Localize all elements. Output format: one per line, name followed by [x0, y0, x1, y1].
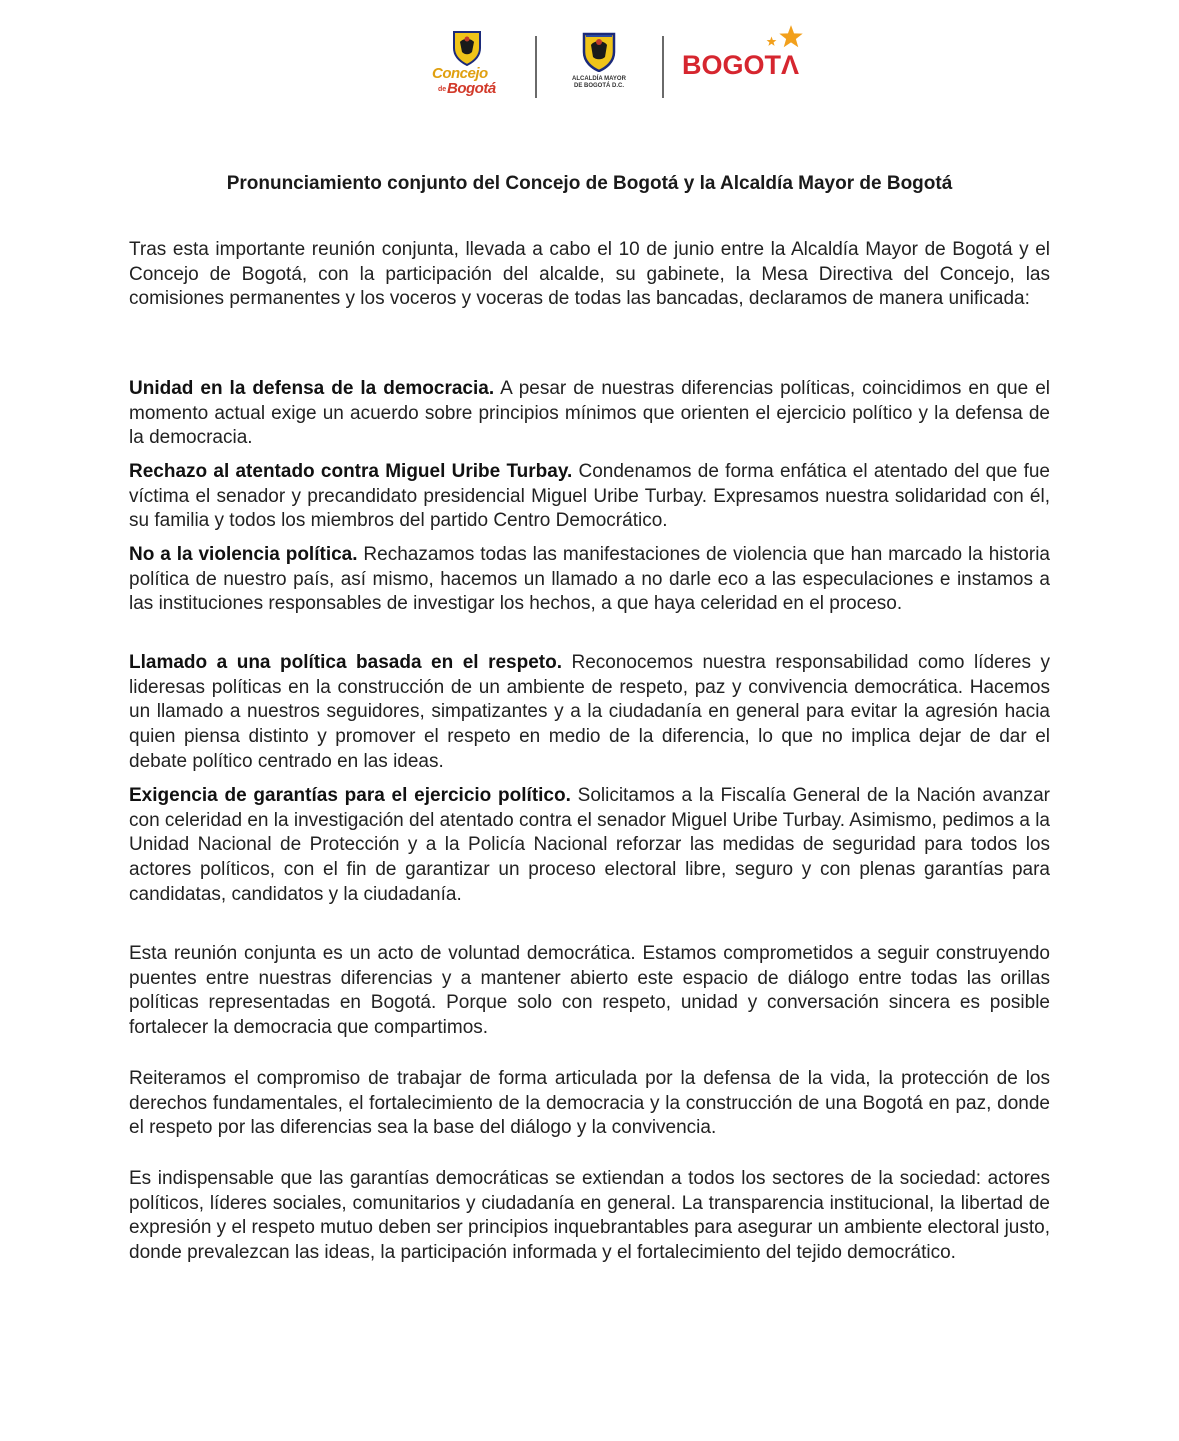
document-title: Pronunciamiento conjunto del Concejo de Bogotá y la Alcaldía Mayor de Bogotá — [226, 173, 953, 194]
bogota-logo — [682, 22, 806, 92]
bogota-logo-word: BOGOTΛ — [682, 50, 800, 80]
alcaldia-logo-line1: ALCALDÍA MAYOR — [572, 76, 626, 82]
point-heading: Llamado a una política basada en el respeto. — [129, 652, 562, 673]
star-icon — [766, 36, 777, 47]
point-heading: Unidad en la defensa de la democracia. — [129, 378, 495, 399]
point-text: Condenamos de forma enfática el atentado del que fue víctima el senador y precandidato presidencial Miguel Uribe Turbay. Expresamos nuestra solidaridad con él, su familia y todos los miembros del partido Centro Democrático. — [129, 461, 1050, 532]
point-text: Rechazamos todas las manifestaciones de violencia que han marcado la historia política de nuestro país, así mismo, hacemos un llamado a no darle eco a las especulaciones e instamos a las instituciones responsables de investigar los hechos, a que haya celeridad en el proceso. — [129, 544, 1050, 615]
coat-of-arms-icon — [452, 30, 482, 66]
point-respeto — [129, 651, 1050, 775]
concejo-logo-de: de — [438, 86, 447, 93]
point-heading: Exigencia de garantías para el ejercicio político. — [129, 785, 571, 806]
point-text: Reconocemos nuestra responsabilidad como líderes y lideresas políticas en la construcción de un ambiente de respeto, paz y convivencia democrática. Hacemos un llamado a nuestros seguidores, simpatizantes y a la ciudadanía en general para evitar la agresión hacia quien piensa distinto y promover el respeto en medio de la diferencia, lo que no implica dejar de dar el debate político centrado en las ideas. — [129, 652, 1050, 772]
logo-divider — [662, 36, 664, 98]
closing-paragraph: Reiteramos el compromiso de trabajar de forma articulada por la defensa de la vida, la protección de los derechos fundamentales, el fortalecimiento de la democracia y la construcción de una Bogotá en paz, donde el respeto por las diferencias sea la base del diálogo y la convivencia. — [129, 1068, 1050, 1139]
point-violencia — [129, 543, 1050, 617]
concejo-de-bogota-logo — [432, 30, 504, 106]
point-text: A pesar de nuestras diferencias políticas, coincidimos en que el momento actual exige un acuerdo sobre principios mínimos que orienten el ejercicio político y la defensa de la democracia. — [129, 378, 1050, 449]
star-icon — [778, 24, 804, 50]
alcaldia-logo-line2: DE BOGOTÁ D.C. — [573, 83, 624, 89]
point-rechazo — [129, 460, 1050, 534]
header-logos — [0, 22, 1179, 112]
logo-divider — [535, 36, 537, 98]
concejo-logo-word1: Concejo — [432, 65, 488, 82]
concejo-logo-word2: Bogotá — [447, 80, 496, 97]
alcaldia-logo-text — [566, 76, 632, 90]
point-garantias — [129, 784, 1050, 908]
point-heading: No a la violencia política. — [129, 544, 358, 565]
point-heading: Rechazo al atentado contra Miguel Uribe Turbay. — [129, 461, 573, 482]
point-text: Solicitamos a la Fiscalía General de la Nación avanzar con celeridad en la investigación del atentado contra el senador Miguel Uribe Turbay. Asimismo, pedimos a la Unidad Nacional de Protección y a la Policía Nacional reforzar las medidas de seguridad para todos los actores políticos, con el fin de garantizar un proceso electoral libre, seguro y con plenas garantías para candidatas, candidatos y la ciudadanía. — [129, 785, 1050, 905]
closing-paragraph: Es indispensable que las garantías democráticas se extiendan a todos los sectores de la sociedad: actores políticos, líderes sociales, comunitarios y ciudadanía en general. La transparencia institucional, la libertad de expresión y el respeto mutuo deben ser principios inquebrantables para asegurar un ambiente electoral justo, donde prevalezcan las ideas, la participación informada y el fortalecimiento del tejido democrático. — [129, 1168, 1050, 1264]
coat-of-arms-icon — [582, 32, 616, 72]
intro-paragraph: Tras esta importante reunión conjunta, llevada a cabo el 10 de junio entre la Alcaldía Mayor de Bogotá y el Concejo de Bogotá, con la participación del alcalde, su gabinete, la Mesa Directiva del Concejo, las comisiones permanentes y los voceros y voceras de todas las bancadas, declaramos de manera unificada: — [129, 239, 1050, 310]
alcaldia-mayor-logo — [566, 32, 632, 102]
point-unidad — [129, 377, 1050, 451]
closing-paragraph: Esta reunión conjunta es un acto de voluntad democrática. Estamos comprometidos a seguir construyendo puentes entre nuestras diferencias y a mantener abierto este espacio de diálogo entre todas las orillas políticas representadas en Bogotá. Porque solo con respeto, unidad y conversación sincera es posible fortalecer la democracia que compartimos. — [129, 943, 1050, 1039]
